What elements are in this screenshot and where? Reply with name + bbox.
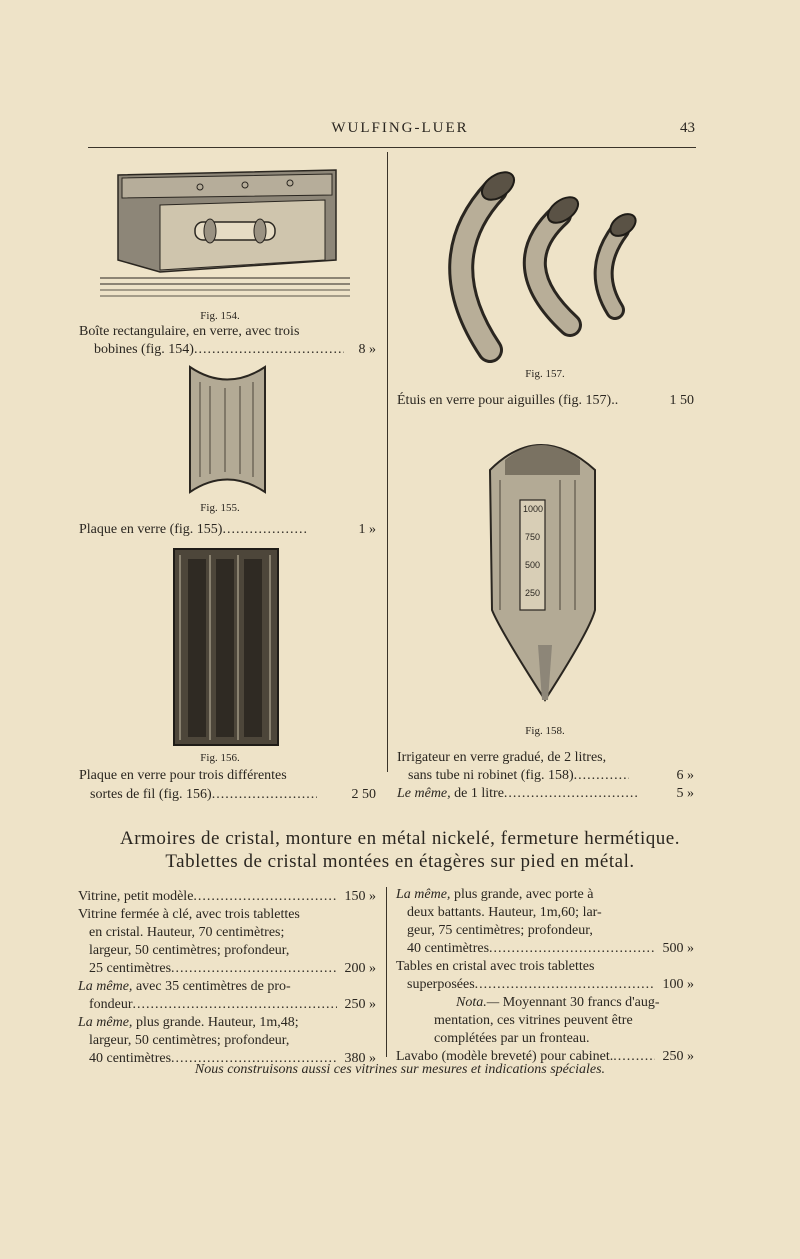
item-description: avec 35 centimètres de pro- [132, 979, 291, 994]
item-description: bobines (fig. 154) [94, 342, 194, 357]
scale-marking: 1000 [523, 504, 544, 514]
item-price: 1 » [358, 522, 376, 537]
item-price: 380 » [344, 1051, 376, 1066]
figure-155-glass-plate [185, 362, 270, 497]
price-list-row [78, 924, 376, 942]
item-price: 250 » [662, 1049, 694, 1064]
figure-caption: Fig. 157. [525, 368, 565, 380]
figure-154-glass-box [100, 160, 350, 300]
item-price: 100 » [662, 977, 694, 992]
price-list-row [396, 904, 694, 922]
item-description: Tables en cristal avec trois tablettes [396, 959, 595, 974]
price-list-row [78, 960, 376, 978]
figure-caption: Fig. 156. [200, 752, 240, 764]
price-list-row [396, 994, 694, 1012]
item-description: plus grande, avec porte à [450, 887, 594, 902]
item-description: Plaque en verre pour trois différentes [79, 768, 287, 783]
figure-caption: Fig. 158. [525, 725, 565, 737]
section-subheading: Tablettes de cristal montées en étagères sur pied en métal. [165, 851, 635, 872]
item-italic-label: Nota.— [456, 995, 500, 1010]
item-description: mentation, ces vitrines peuvent être [434, 1013, 633, 1028]
item-description: complétées par un fronteau. [434, 1031, 590, 1046]
figure-157-needle-cases [420, 160, 660, 365]
item-description: Vitrine fermée à clé, avec trois tablettes [78, 907, 300, 922]
figure-156-thread-plate [170, 545, 282, 750]
price-list-row [78, 906, 376, 924]
price-line [397, 392, 694, 410]
header-rule [88, 147, 696, 148]
item-description: Boîte rectangulaire, en verre, avec trois [79, 324, 300, 339]
item-price: 150 » [344, 889, 376, 904]
price-list-row [78, 1032, 376, 1050]
scale-marking: 750 [525, 532, 541, 542]
price-list-row [396, 922, 694, 940]
price-list-row [78, 1014, 376, 1032]
item-price: 1 50 [669, 393, 694, 408]
item-price: 500 » [662, 941, 694, 956]
item-description: Moyennant 30 francs d'aug- [499, 995, 660, 1010]
item-description: 40 centimètres [407, 941, 490, 956]
left-price-list [78, 888, 376, 1068]
item-description: 40 centimètres [89, 1051, 172, 1066]
item-italic-label: Le même, [397, 786, 451, 801]
item-price: 6 » [676, 768, 694, 783]
right-price-list [396, 886, 694, 1066]
page-header-title: WULFING-LUER [331, 120, 469, 136]
price-line [397, 785, 694, 803]
price-line [408, 767, 694, 785]
scale-marking: 500 [525, 560, 541, 570]
item-price: 250 » [344, 997, 376, 1012]
item-description: Irrigateur en verre gradué, de 2 litres, [397, 750, 607, 765]
item-description: sortes de fil (fig. 156) [90, 787, 212, 802]
item-italic-label: La même, [396, 887, 451, 902]
item-price: 8 » [358, 342, 376, 357]
figure-158-irrigator [480, 430, 610, 715]
item-description: Plaque en verre (fig. 155) [79, 522, 223, 537]
price-list-row [396, 1012, 694, 1030]
item-price: 5 » [676, 786, 694, 801]
item-description: deux battants. Hauteur, 1m,60; lar- [407, 905, 602, 920]
item-description: geur, 75 centimètres; profondeur, [407, 923, 593, 938]
price-list-row [396, 958, 694, 976]
item-description: en cristal. Hauteur, 70 centimètres; [89, 925, 285, 940]
item-description: largeur, 50 centimètres; profondeur, [89, 943, 290, 958]
price-list-row [396, 886, 694, 904]
figure-caption: Fig. 154. [200, 310, 240, 322]
figure-caption: Fig. 155. [200, 502, 240, 514]
price-list-row [396, 976, 694, 994]
item-description: sans tube ni robinet (fig. 158) [408, 768, 574, 783]
price-list-row [78, 996, 376, 1014]
price-list-row [78, 978, 376, 996]
item-italic-label: La même, [78, 979, 133, 994]
item-description: fondeur [89, 997, 133, 1012]
scale-marking: 250 [525, 588, 541, 598]
page-number: 43 [680, 120, 695, 136]
price-list-row [78, 888, 376, 906]
price-line [94, 341, 376, 359]
item-description: superposées [407, 977, 475, 992]
price-line [79, 521, 376, 539]
item-description: plus grande. Hauteur, 1m,48; [132, 1015, 299, 1030]
column-divider [387, 152, 388, 772]
item-price: 2 50 [351, 787, 376, 802]
item-description: largeur, 50 centimètres; profondeur, [89, 1033, 290, 1048]
column-divider [386, 887, 387, 1057]
price-list-row [78, 942, 376, 960]
item-price: 200 » [344, 961, 376, 976]
price-list-row [396, 1030, 694, 1048]
item-description: de 1 litre [450, 786, 504, 801]
section-heading: Armoires de cristal, monture en métal nickelé, fermeture hermétique. [120, 828, 680, 849]
item-description: Vitrine, petit modèle [78, 889, 194, 904]
item-description: Lavabo (modèle breveté) pour cabinet. [396, 1049, 614, 1064]
footer-note: Nous construisons aussi ces vitrines sur mesures et indications spéciales. [194, 1062, 606, 1077]
item-description: 25 centimètres [89, 961, 172, 976]
price-line [90, 786, 376, 804]
price-list-row [396, 940, 694, 958]
item-italic-label: La même, [78, 1015, 133, 1030]
item-description: Étuis en verre pour aiguilles (fig. 157).. [397, 393, 619, 408]
